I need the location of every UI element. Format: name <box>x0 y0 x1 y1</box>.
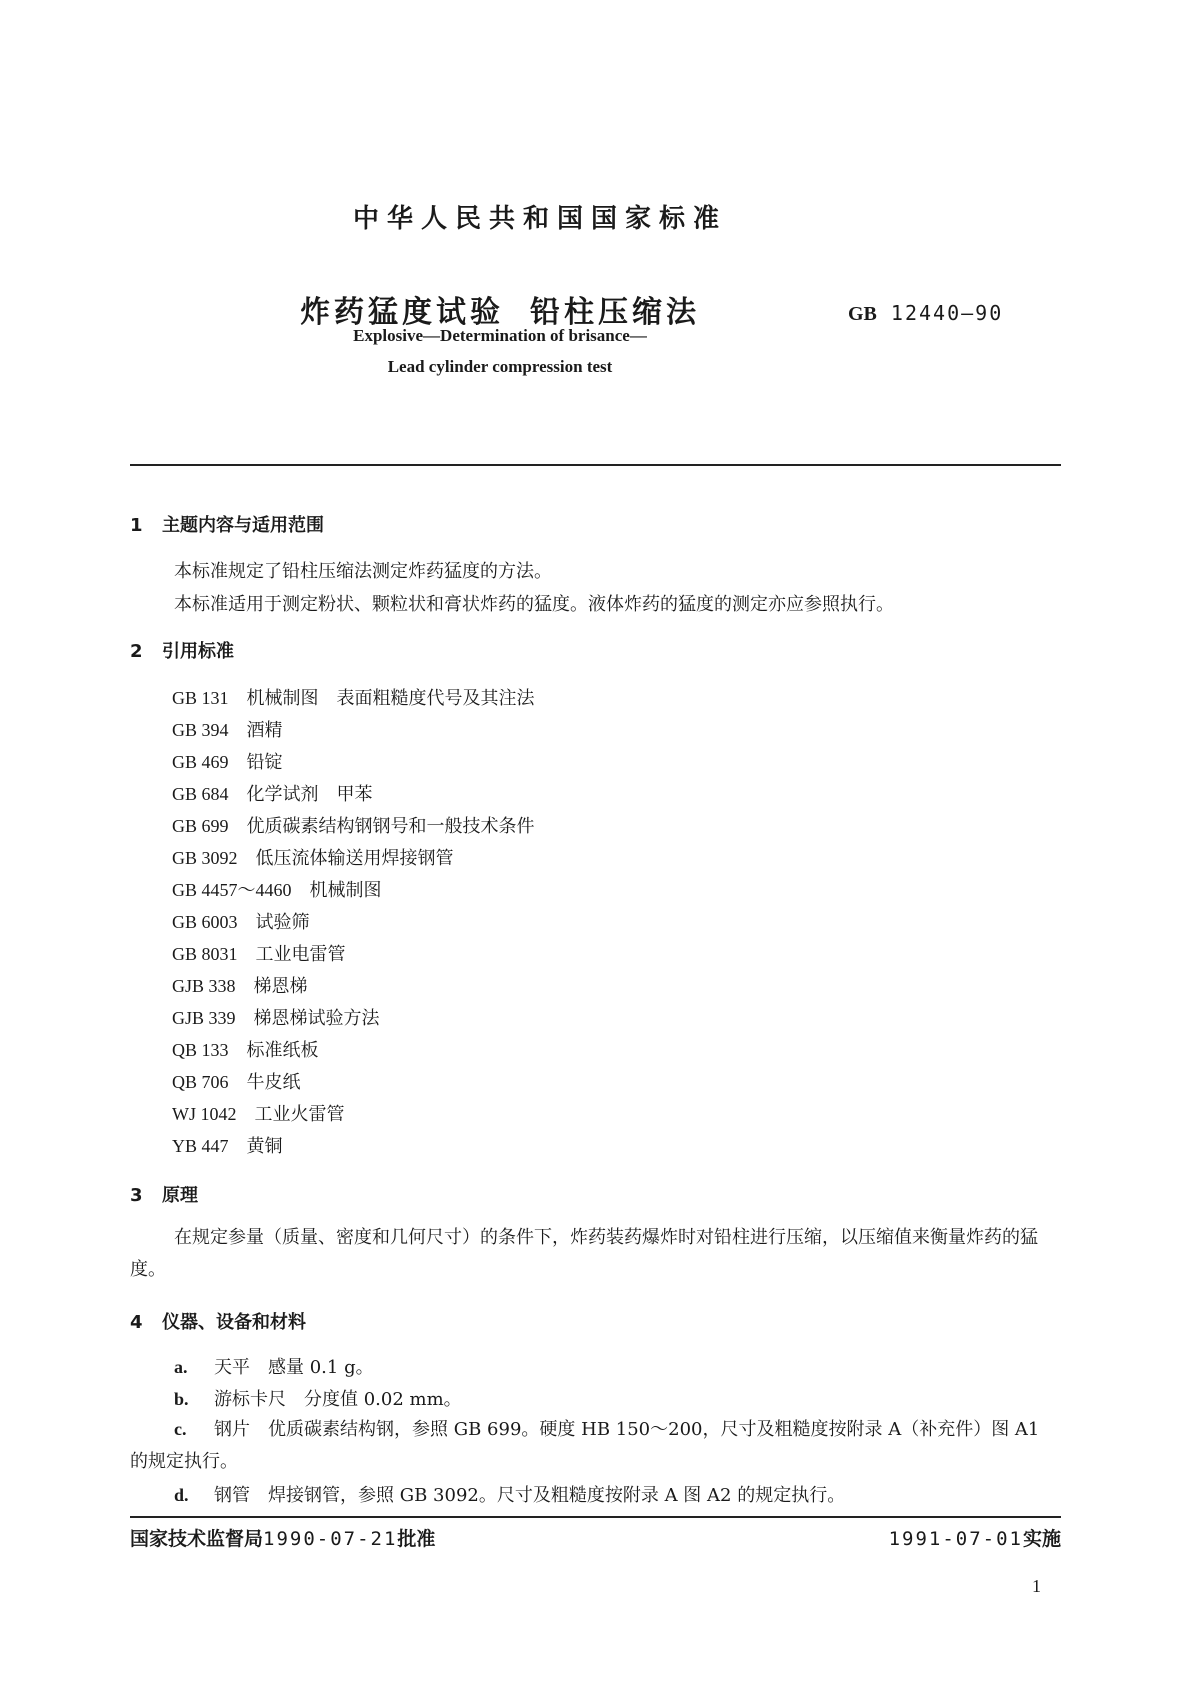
reference-item <box>172 876 382 902</box>
reference-title: 梯恩梯试验方法 <box>253 1008 380 1029</box>
section-4-item-c <box>130 1413 1060 1478</box>
approver: 国家技术监督局 <box>130 1528 264 1550</box>
effective-word: 实施 <box>1022 1528 1061 1550</box>
reference-item <box>172 748 283 774</box>
section-4-item-d <box>174 1481 845 1507</box>
reference-title: 试验筛 <box>255 912 310 933</box>
page-number: 1 <box>1032 1576 1041 1596</box>
reference-item <box>172 780 373 806</box>
reference-title: 牛皮纸 <box>246 1072 301 1093</box>
section-3-paragraph: 在规定参量（质量、密度和几何尺寸）的条件下，炸药装药爆炸时对铅柱进行压缩，以压缩值来衡量炸药的猛度。 <box>130 1227 1038 1280</box>
reference-item <box>172 812 535 838</box>
standard-code-number: 12440—90 <box>890 301 1004 325</box>
reference-title: 低压流体输送用焊接钢管 <box>255 848 454 869</box>
standard-code <box>848 301 1003 326</box>
section-4-item-b <box>174 1385 462 1411</box>
document-title-en-line-2: Lead cylinder compression test <box>387 357 613 376</box>
reference-item <box>172 1100 345 1126</box>
section-number: 2 <box>130 641 143 662</box>
reference-title: 酒精 <box>246 720 283 741</box>
section-number: 4 <box>130 1312 143 1333</box>
reference-code: YB 447 <box>172 1136 229 1156</box>
section-1-paragraph-1: 本标准规定了铅柱压缩法测定炸药猛度的方法。 <box>174 561 552 582</box>
org-title: 中华人民共和国国家标准 <box>352 204 727 234</box>
section-title: 引用标准 <box>162 641 234 662</box>
item-text: 天平 感量 0.1 g。 <box>214 1357 374 1378</box>
reference-title: 工业电雷管 <box>255 944 346 965</box>
reference-title: 化学试剂 甲苯 <box>246 784 373 805</box>
reference-code: QB 706 <box>172 1072 229 1092</box>
reference-title: 优质碳素结构钢钢号和一般技术条件 <box>246 816 535 837</box>
reference-code: GB 3092 <box>172 848 238 868</box>
reference-code: GB 469 <box>172 752 229 772</box>
reference-item <box>172 972 308 998</box>
reference-item <box>172 844 454 870</box>
item-label: a. <box>174 1357 188 1377</box>
reference-item <box>172 908 310 934</box>
standard-code-prefix: GB <box>848 303 877 325</box>
reference-item <box>172 1004 380 1030</box>
reference-code: GB 699 <box>172 816 229 836</box>
reference-code: GJB 338 <box>172 976 236 996</box>
section-title: 仪器、设备和材料 <box>162 1312 306 1333</box>
reference-title: 工业火雷管 <box>254 1104 345 1125</box>
approval-info <box>130 1524 435 1551</box>
reference-code: GJB 339 <box>172 1008 236 1028</box>
section-1-heading <box>130 511 324 537</box>
reference-code: GB 131 <box>172 688 229 708</box>
section-1-paragraph-2: 本标准适用于测定粉状、颗粒状和膏状炸药的猛度。液体炸药的猛度的测定亦应参照执行。 <box>174 594 894 615</box>
reference-title: 机械制图 表面粗糙度代号及其注法 <box>246 688 535 709</box>
approval-word: 批准 <box>397 1528 436 1550</box>
title-part-2: 铅柱压缩法 <box>530 295 700 330</box>
reference-title: 铅锭 <box>246 752 283 773</box>
reference-code: GB 8031 <box>172 944 238 964</box>
effective-date: 1991-07-01 <box>888 1528 1023 1550</box>
footer-divider <box>130 1516 1061 1518</box>
reference-item <box>172 716 283 742</box>
reference-code: GB 6003 <box>172 912 238 932</box>
effective-info <box>860 1524 1061 1551</box>
item-label: d. <box>174 1485 189 1505</box>
item-text: 游标卡尺 分度值 0.02 mm。 <box>214 1389 462 1410</box>
document-title-cn <box>140 287 860 331</box>
reference-title: 机械制图 <box>309 880 382 901</box>
reference-code: GB 394 <box>172 720 229 740</box>
reference-item <box>172 684 535 710</box>
reference-code: WJ 1042 <box>172 1104 237 1124</box>
reference-item <box>172 1068 301 1094</box>
reference-item <box>172 1036 319 1062</box>
reference-code: QB 133 <box>172 1040 229 1060</box>
item-label: b. <box>174 1389 189 1409</box>
section-3-heading <box>130 1181 198 1207</box>
reference-item <box>172 940 346 966</box>
reference-title: 梯恩梯 <box>253 976 308 997</box>
section-title: 主题内容与适用范围 <box>162 515 324 536</box>
item-text: 钢片 优质碳素结构钢，参照 GB 699。硬度 HB 150～200，尺寸及粗糙度按附录 A（补充件）图 A1 的规定执行。 <box>130 1419 1040 1472</box>
reference-code: GB 4457～4460 <box>172 880 292 900</box>
reference-item <box>172 1132 283 1158</box>
section-4-heading <box>130 1308 306 1334</box>
document-title-en-line-1: Explosive—Determination of brisance— <box>353 326 647 345</box>
reference-title: 标准纸板 <box>246 1040 319 1061</box>
section-title: 原理 <box>162 1185 198 1206</box>
section-4-item-a <box>174 1353 374 1379</box>
section-number: 3 <box>130 1185 143 1206</box>
reference-code: GB 684 <box>172 784 229 804</box>
item-label: c. <box>174 1419 187 1439</box>
approval-date: 1990-07-21 <box>263 1528 398 1550</box>
section-2-heading <box>130 637 234 663</box>
title-part-1: 炸药猛度试验 <box>300 295 504 330</box>
reference-title: 黄铜 <box>246 1136 283 1157</box>
header-divider <box>130 464 1061 466</box>
section-number: 1 <box>130 515 143 536</box>
item-text: 钢管 焊接钢管，参照 GB 3092。尺寸及粗糙度按附录 A 图 A2 的规定执行。 <box>214 1485 846 1506</box>
